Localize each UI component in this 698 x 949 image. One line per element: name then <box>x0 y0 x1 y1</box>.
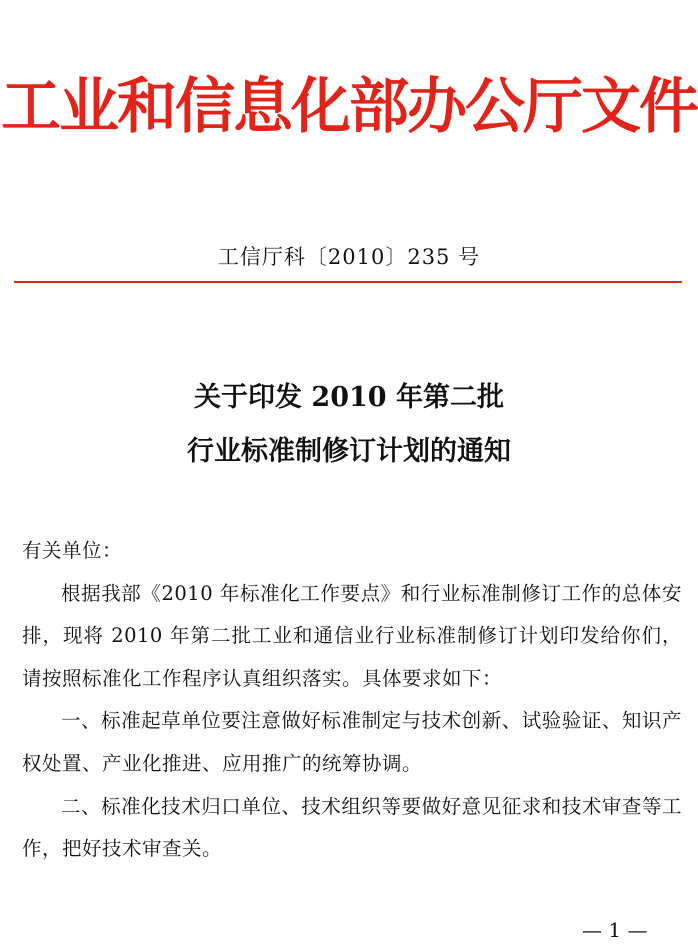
notice-title-line-1: 关于印发 2010 年第二批 <box>194 382 504 413</box>
notice-title-line-2: 行业标准制修订计划的通知 <box>187 436 511 467</box>
paragraph-requirement-1: 一、标准起草单位要注意做好标准制定与技术创新、试验验证、知识产权处置、产业化推进、应用推广的统筹协调。 <box>22 709 682 775</box>
body-text <box>22 530 682 871</box>
page-number: — 1 — <box>582 918 648 942</box>
red-divider-line <box>14 281 682 283</box>
salutation: 有关单位： <box>22 539 123 562</box>
masthead-title: 工业和信息化部办公厅文件 <box>1 72 697 142</box>
paragraph-intro: 根据我部《2010 年标准化工作要点》和行业标准制修订工作的总体安排，现将 2010 年第二批工业和通信业行业标准制修订计划印发给你们，请按照标准化工作程序认真组织落实。具体要求如下： <box>22 581 682 690</box>
paragraph-requirement-2: 二、标准化技术归口单位、技术组织等要做好意见征求和技术审查等工作，把好技术审查关。 <box>22 794 682 861</box>
document-number: 工信厅科〔2010〕235 号 <box>217 245 481 269</box>
